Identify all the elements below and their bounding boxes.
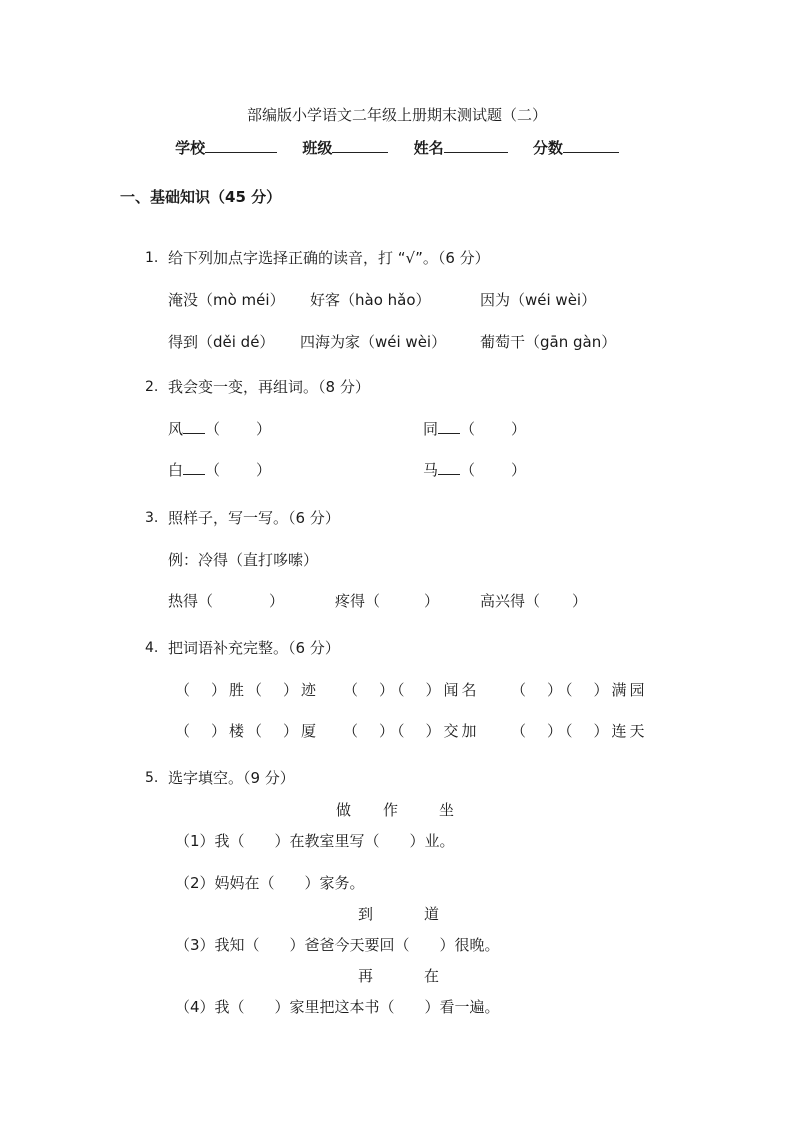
fill-prefix: 疼得（ [335,592,381,610]
base-char: 同 [423,420,439,438]
choice-char: 再 [358,967,374,985]
name-field [414,139,508,157]
paren-close: ） [511,420,527,438]
fill-item[interactable] [480,591,587,611]
question-number: 2. [145,379,159,395]
score-label: 分数 [532,139,563,157]
answer-blank[interactable] [183,419,205,434]
school-blank[interactable] [205,138,277,153]
fill-sentence[interactable]: （3）我知（ ）爸爸今天要回（ ）很晚。 [175,936,500,954]
pinyin-option[interactable]: 好客（hào hǎo） [310,291,431,309]
school-field [175,139,277,157]
question-prompt: 把词语补充完整。（6 分） [168,639,340,657]
choice-char: 在 [424,967,440,985]
base-char: 马 [423,461,439,479]
fill-prefix: 热得（ [168,592,214,610]
paren-open: （ [205,420,221,438]
fill-item[interactable] [168,591,284,611]
idiom-blank[interactable]: （ ）（ ）交加 [343,722,480,740]
fill-sentence[interactable]: （4）我（ ）家里把这本书（ ）看一遍。 [175,998,500,1016]
answer-blank[interactable] [183,460,205,475]
class-blank[interactable] [332,138,388,153]
student-info-row [0,138,794,158]
question-prompt: 给下列加点字选择正确的读音，打 “√”。（6 分） [168,249,490,267]
question-prompt: 选字填空。（9 分） [168,769,295,787]
idiom-blank[interactable]: （ ）楼（ ）厦 [175,722,320,740]
score-blank[interactable] [563,138,619,153]
idiom-blank[interactable]: （ ）（ ）满园 [511,681,648,699]
paren-close: ） [511,461,527,479]
word-change-item[interactable] [423,419,526,439]
word-change-item[interactable] [168,460,271,480]
name-label: 姓名 [413,139,444,157]
paren-open: （ [205,461,221,479]
choice-char: 坐 [439,801,455,819]
section-heading: 一、基础知识（45 分） [120,188,282,206]
paren-close: ） [256,420,272,438]
pinyin-option[interactable]: 因为（wéi wèi） [480,291,597,309]
idiom-blank[interactable]: （ ）胜（ ）迹 [175,681,320,699]
paren-open: （ [460,461,476,479]
question-number: 5. [145,770,159,786]
fill-sentence[interactable]: （2）妈妈在（ ）家务。 [175,874,365,892]
name-blank[interactable] [444,138,508,153]
example-text: 例：冷得（直打哆嗦） [168,551,319,569]
fill-suffix: ） [424,592,440,610]
idiom-blank[interactable]: （ ）（ ）闻名 [343,681,480,699]
fill-prefix: 高兴得（ [480,592,541,610]
pinyin-option[interactable]: 葡萄干（gān gàn） [480,333,617,351]
school-label: 学校 [175,139,206,157]
base-char: 风 [168,420,184,438]
choice-char: 道 [424,905,440,923]
idiom-blank[interactable]: （ ）（ ）连天 [511,722,648,740]
answer-blank[interactable] [438,460,460,475]
fill-sentence[interactable]: （1）我（ ）在教室里写（ ）业。 [175,832,455,850]
question-prompt: 照样子，写一写。（6 分） [168,509,340,527]
page-title: 部编版小学语文二年级上册期末测试题（二） [246,106,547,124]
word-change-item[interactable] [168,419,271,439]
class-field [302,139,388,157]
choice-char: 到 [358,905,374,923]
choice-char: 做 [336,801,352,819]
score-field [533,139,619,157]
fill-suffix: ） [572,592,588,610]
class-label: 班级 [302,139,333,157]
answer-blank[interactable] [438,419,460,434]
question-number: 1. [145,250,159,266]
pinyin-option[interactable]: 淹没（mò méi） [168,291,285,309]
paren-open: （ [460,420,476,438]
question-number: 3. [145,510,159,526]
fill-item[interactable] [335,591,439,611]
question-number: 4. [145,640,159,656]
base-char: 白 [168,461,184,479]
pinyin-option[interactable]: 四海为家（wéi wèi） [300,333,447,351]
word-change-item[interactable] [423,460,526,480]
question-prompt: 我会变一变，再组词。（8 分） [168,378,370,396]
paren-close: ） [256,461,272,479]
choice-char: 作 [383,801,399,819]
fill-suffix: ） [269,592,285,610]
pinyin-option[interactable]: 得到（děi dé） [168,333,275,351]
